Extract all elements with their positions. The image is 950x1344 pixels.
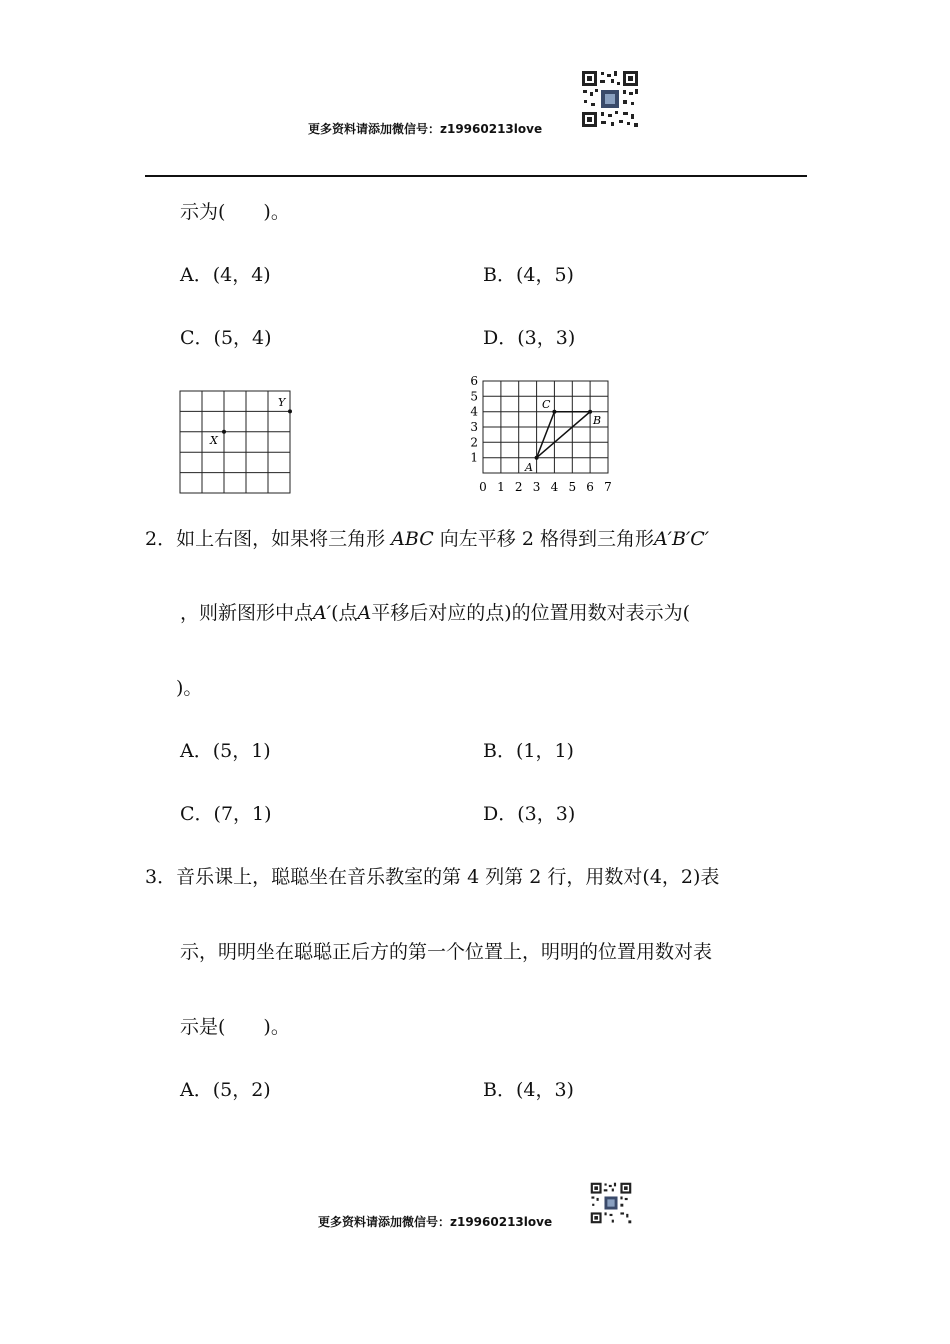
q2-line-2 [180,601,690,625]
q3-line-2: 示，明明坐在聪聪正后方的第一个位置上，明明的位置用数对表 [180,941,713,963]
q1-option-b: B．(4，5) [483,264,574,286]
q2-grid-lines [483,381,608,473]
q1-grid-lines [180,391,290,493]
header-promo-text: 更多资料请添加微信号：z19960213love [308,122,543,136]
q2-point-a [535,456,539,460]
q3-number: 3． [145,866,177,888]
x-tick-5: 5 [568,480,577,494]
header-qr-code [581,70,639,128]
q2-line-1 [145,527,709,551]
q2-label-b: B [593,414,602,427]
q2-label-c: C [542,398,551,411]
q2-text-1a: 如上右图，如果将三角形 [176,528,386,550]
x-tick-2: 2 [514,480,523,494]
x-tick-0: 0 [479,480,487,494]
footer-qr-code [590,1182,632,1224]
q2-option-b: B．(1，1) [483,740,574,762]
y-tick-1: 1 [470,450,478,465]
q2-point-b [588,410,592,414]
q3-option-a: A．(5，2) [180,1079,271,1101]
qr-code-icon [581,70,639,128]
x-tick-3: 3 [532,480,541,494]
footer-promo-text: 更多资料请添加微信号：z19960213love [318,1215,553,1229]
q2-triangle-name: ABC [391,528,434,550]
q2-triangle-abc [537,412,591,458]
q2-text-2c: 平移后对应的点)的位置用数对表示为( [371,602,691,624]
q2-number: 2． [145,528,177,550]
q1-option-d: D．(3，3) [483,327,576,349]
header-divider [145,175,807,177]
q1-label-x: X [210,434,218,447]
q3-text-1: 音乐课上，聪聪坐在音乐教室的第 4 列第 2 行，用数对(4，2)表 [176,866,720,888]
q2-point-c [552,410,556,414]
q2-option-c: C．(7，1) [180,803,272,825]
y-tick-6: 6 [470,374,478,388]
q1-point-y [288,409,292,413]
q1-tail-text: 示为( )。 [180,201,290,223]
q2-label-a: A [525,461,533,474]
q1-point-x [222,430,226,434]
y-tick-4: 4 [470,404,478,419]
y-tick-2: 2 [470,435,478,450]
q2-option-d: D．(3，3) [483,803,576,825]
q2-translated-name: A′B′C′ [653,528,710,550]
q2-text-1b: 向左平移 2 格得到三角形 [439,528,654,550]
q2-triangle-figure [463,372,623,497]
q3-line-1 [145,865,719,889]
y-tick-3: 3 [470,420,478,434]
qr-code-icon [590,1182,632,1224]
q1-label-y: Y [278,396,286,409]
q2-point-a-prime: A′ [313,602,332,624]
q1-grid-figure [175,385,295,500]
x-tick-4: 4 [550,480,559,494]
q2-line-3: )。 [176,677,203,699]
x-tick-1: 1 [497,480,505,494]
x-tick-6: 6 [586,480,594,494]
q2-option-a: A．(5，1) [180,740,271,762]
y-tick-5: 5 [470,389,478,404]
q2-text-2a: ，则新图形中点 [180,602,314,624]
q2-y-axis-ticks [470,374,478,465]
q3-option-b: B．(4，3) [483,1079,574,1101]
q1-option-a: A．(4，4) [180,264,271,286]
q2-point-a-ref: A [357,602,372,624]
x-tick-7: 7 [604,480,612,494]
q2-x-axis-ticks [479,480,612,494]
q3-line-3: 示是( )。 [180,1016,290,1038]
q2-text-2b: (点 [331,602,358,624]
q1-option-c: C．(5，4) [180,327,272,349]
